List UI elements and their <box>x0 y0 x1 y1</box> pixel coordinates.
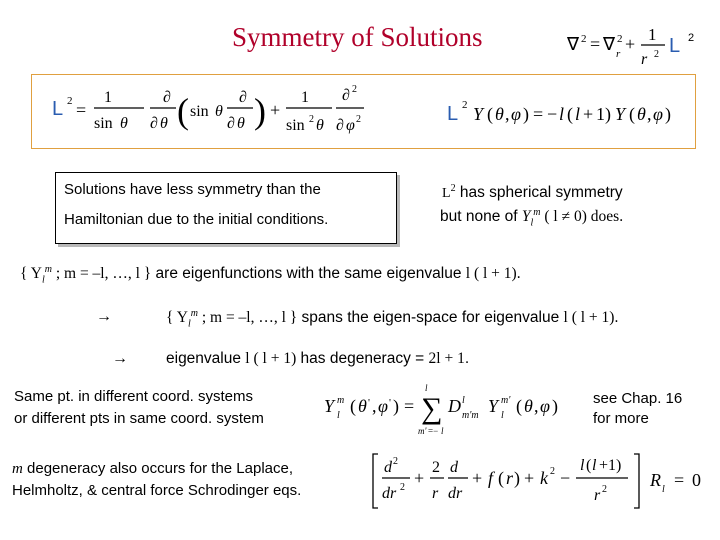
svg-text:2: 2 <box>550 466 555 477</box>
l2-line2-pre: but none of <box>440 208 522 226</box>
deg-mid: has degeneracy = <box>296 350 429 367</box>
svg-text:(: ( <box>498 468 504 488</box>
svg-text:=: = <box>404 396 415 416</box>
svg-text:(: ( <box>350 396 356 416</box>
svg-text:2: 2 <box>654 49 659 60</box>
svg-text:∑: ∑ <box>421 392 443 425</box>
l2-line2-cond: ( l ≠ 0) does. <box>540 208 624 226</box>
svg-text:1: 1 <box>104 89 112 106</box>
box-line-2: Hamiltonian due to the initial conditions. <box>64 211 329 228</box>
svg-text:θ: θ <box>316 117 324 134</box>
svg-text:m'm: m'm <box>462 410 479 421</box>
svg-text:θ: θ <box>215 103 223 120</box>
svg-text:φ: φ <box>511 104 521 124</box>
svg-text:∂: ∂ <box>239 89 247 106</box>
svg-text:+: + <box>270 100 281 120</box>
svg-text:∂: ∂ <box>227 115 235 132</box>
eigenfunction-text: are eigenfunctions with the same eigenvalue <box>151 265 466 283</box>
svg-text:m': m' <box>418 426 427 436</box>
svg-text:θ: θ <box>237 115 245 132</box>
svg-text:θ: θ <box>120 115 128 132</box>
span-text: spans the eigen-space for eigenvalue <box>297 309 564 327</box>
svg-text:): ) <box>254 91 266 131</box>
svg-text:l: l <box>337 410 340 421</box>
svg-text:l: l <box>425 383 428 393</box>
svg-text:=: = <box>590 34 601 54</box>
set-sup-m: m <box>44 264 52 275</box>
svg-text:2: 2 <box>400 482 405 493</box>
svg-text:(: ( <box>487 104 493 124</box>
svg-text:l: l <box>592 457 597 474</box>
degeneracy-statement <box>166 350 469 368</box>
svg-text:(: ( <box>586 457 592 474</box>
b1-sup-m: m <box>190 308 198 319</box>
deg-eigenvalue: l ( l + 1) <box>245 350 297 367</box>
l2-symmetry-line-1 <box>442 183 623 202</box>
svg-text:θ: θ <box>495 104 504 124</box>
svg-text:): ) <box>514 468 520 488</box>
svg-text:': ' <box>389 397 391 409</box>
svg-text:m: m <box>337 395 345 406</box>
svg-text:l: l <box>462 395 465 406</box>
svg-text:2: 2 <box>67 95 73 107</box>
svg-text:r: r <box>432 485 439 502</box>
svg-text:): ) <box>523 104 529 124</box>
svg-text:θ: θ <box>524 396 533 416</box>
svg-text:+: + <box>625 34 636 54</box>
svg-text:φ: φ <box>378 396 388 416</box>
svg-text:d: d <box>450 459 458 476</box>
svg-text:θ: θ <box>637 104 646 124</box>
svg-text:d: d <box>384 459 392 476</box>
svg-text:R: R <box>650 470 661 490</box>
svg-text:(: ( <box>177 91 189 131</box>
l2-sup: 2 <box>450 183 456 194</box>
svg-text:,: , <box>372 396 377 416</box>
svg-text:2: 2 <box>352 84 357 95</box>
svg-text:,: , <box>534 396 539 416</box>
svg-text:r: r <box>506 468 514 488</box>
span-statement <box>166 308 618 329</box>
svg-text:l: l <box>662 484 665 495</box>
svg-text:sin: sin <box>190 103 209 120</box>
svg-text:,: , <box>505 104 510 124</box>
svg-text:∂: ∂ <box>342 87 350 104</box>
m-symbol: m <box>12 461 23 477</box>
m-deg-text: degeneracy also occurs for the Laplace, <box>22 460 294 477</box>
box-line-1: Solutions have less symmetry than the <box>64 181 321 198</box>
svg-text:L: L <box>52 98 64 120</box>
svg-text:k: k <box>540 468 548 488</box>
svg-text:): ) <box>665 104 671 124</box>
svg-text:l: l <box>575 104 581 124</box>
svg-text:2: 2 <box>617 33 623 45</box>
see-chapter-line-2: for more <box>593 410 649 427</box>
l2-symmetry-line-2 <box>440 207 623 228</box>
svg-text:): ) <box>552 396 558 416</box>
svg-text:2: 2 <box>688 32 695 44</box>
svg-text:': ' <box>368 397 370 409</box>
symmetry-note-box <box>55 172 397 244</box>
svg-text:2: 2 <box>432 459 440 476</box>
eigenfunction-statement <box>20 264 521 285</box>
deg-pre: eigenvalue <box>166 350 246 367</box>
y-sup-m: m <box>533 207 541 218</box>
svg-text:0: 0 <box>692 470 701 490</box>
svg-text:φ: φ <box>540 396 550 416</box>
svg-text:(: ( <box>567 104 573 124</box>
set-open: { Y <box>20 265 42 283</box>
svg-text:θ: θ <box>160 115 168 132</box>
svg-text:∂: ∂ <box>150 115 158 132</box>
svg-text:∇: ∇ <box>603 34 616 54</box>
set-sub-l: l <box>41 274 45 286</box>
svg-text:=−: =− <box>428 426 439 436</box>
same-point-line-1: Same pt. in different coord. systems <box>14 388 253 405</box>
svg-text:dr: dr <box>448 485 463 502</box>
svg-text:1: 1 <box>301 89 309 106</box>
svg-text:Y: Y <box>473 104 484 124</box>
svg-text:): ) <box>393 396 399 416</box>
y-sub-l: l <box>530 217 534 229</box>
b1-set-close: ; m = –l, …, l } <box>197 309 298 327</box>
svg-text:l: l <box>501 410 504 421</box>
svg-text:l: l <box>580 457 585 474</box>
svg-text:=: = <box>533 104 544 124</box>
set-close: ; m = –l, …, l } <box>51 265 152 283</box>
svg-text:θ: θ <box>358 396 367 416</box>
svg-text:m': m' <box>501 395 511 406</box>
svg-text:2: 2 <box>581 33 587 45</box>
svg-text:2: 2 <box>393 456 398 467</box>
svg-text:2: 2 <box>462 99 468 111</box>
eigenvalue-expr: l ( l + 1). <box>465 265 521 283</box>
svg-text:Y: Y <box>324 396 335 416</box>
svg-text:+: + <box>472 468 483 488</box>
svg-text:+: + <box>583 104 594 124</box>
svg-text:(: ( <box>516 396 522 416</box>
b1-set-open: { Y <box>166 309 188 327</box>
m-degeneracy-line-2: Helmholtz, & central force Schrodinger eqs. <box>12 482 302 499</box>
slide-title: Symmetry of Solutions <box>232 22 483 52</box>
arrow-icon: → <box>112 350 128 367</box>
svg-text:1: 1 <box>648 25 657 44</box>
m-degeneracy-line-1 <box>12 460 293 478</box>
svg-text:2: 2 <box>309 114 314 125</box>
svg-text:+: + <box>414 468 425 488</box>
l-squared-operator-equation <box>50 80 365 142</box>
b1-sub-l: l <box>187 318 191 330</box>
svg-text:,: , <box>647 104 652 124</box>
svg-text:l: l <box>559 104 565 124</box>
arrow-icon: → <box>96 308 112 325</box>
svg-text:r: r <box>594 487 601 504</box>
svg-text:+: + <box>524 468 535 488</box>
deg-end: . <box>464 350 470 367</box>
same-point-line-2: or different pts in same coord. system <box>14 410 264 427</box>
svg-text:L: L <box>669 35 681 57</box>
svg-text:∂: ∂ <box>336 117 344 134</box>
svg-text:r: r <box>616 48 621 60</box>
rotation-equation <box>322 380 587 436</box>
see-chapter-line-1: see Chap. 16 <box>593 390 683 407</box>
svg-text:Y: Y <box>615 104 626 124</box>
svg-text:=: = <box>674 470 685 490</box>
svg-text:sin: sin <box>94 115 113 132</box>
svg-text:φ: φ <box>346 117 355 134</box>
svg-text:dr: dr <box>382 485 397 502</box>
svg-text:r: r <box>641 51 648 68</box>
svg-text:2: 2 <box>356 114 361 125</box>
svg-text:∂: ∂ <box>163 89 171 106</box>
eigenvalue-equation <box>445 94 690 134</box>
deg-value: 2l + 1 <box>428 350 465 367</box>
svg-text:sin: sin <box>286 117 305 134</box>
svg-text:−: − <box>547 104 558 124</box>
svg-text:2: 2 <box>602 484 607 495</box>
svg-text:=: = <box>76 100 87 120</box>
svg-text:l: l <box>441 426 444 436</box>
svg-text:D: D <box>448 396 461 416</box>
radial-equation <box>368 450 713 512</box>
svg-text:L: L <box>447 103 459 125</box>
svg-text:∇: ∇ <box>567 34 580 54</box>
svg-text:): ) <box>605 104 611 124</box>
svg-text:(: ( <box>629 104 635 124</box>
laplacian-decomposition-equation <box>565 20 705 70</box>
svg-text:+1): +1) <box>599 457 622 474</box>
l2-line1-text: has spherical symmetry <box>455 184 623 202</box>
svg-text:φ: φ <box>653 104 663 124</box>
svg-text:1: 1 <box>596 104 605 124</box>
y-symbol: Y <box>521 208 531 226</box>
l2-label: L <box>442 186 451 202</box>
span-eigenvalue: l ( l + 1). <box>563 309 619 327</box>
svg-text:Y: Y <box>488 396 499 416</box>
svg-text:f: f <box>488 468 494 488</box>
svg-text:−: − <box>560 468 571 488</box>
